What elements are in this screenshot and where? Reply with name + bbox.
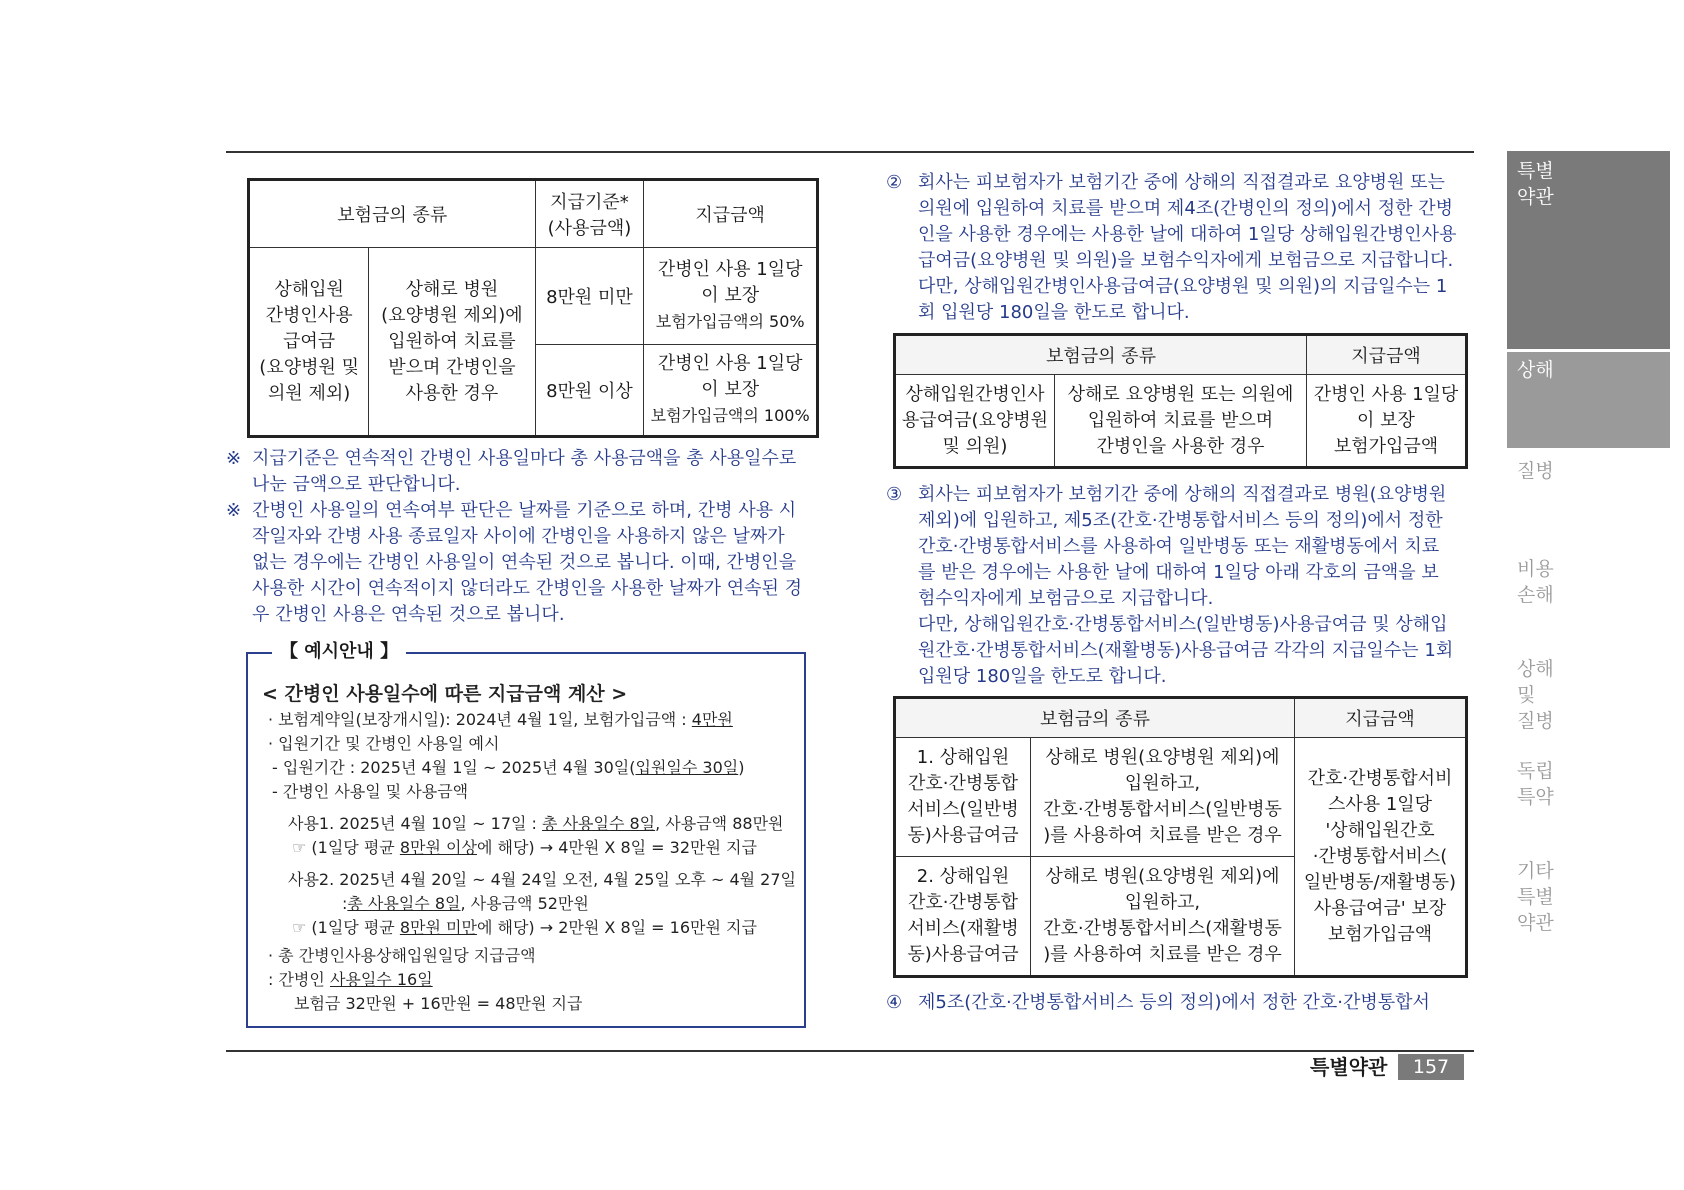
top-rule	[226, 151, 1474, 153]
cell-line: 스사용 1일당	[1327, 793, 1433, 815]
text: 8만원 이상	[399, 838, 477, 857]
note	[226, 446, 826, 498]
amount-cell	[644, 344, 818, 436]
tab-line: 약관	[1517, 912, 1554, 934]
clause-line: 회사는 피보험자가 보험기간 중에 상해의 직접결과로 병원(요양병원	[918, 484, 1447, 505]
clause-line: 원간호·간병통합서비스(재활병동)사용급여금 각각의 지급일수는 1회	[918, 640, 1454, 661]
text: 총 사용일수 8일	[542, 814, 656, 833]
cell-line: 간호·간병통합	[907, 891, 1019, 913]
note-line: 간병인 사용일의 연속여부 판단은 날짜를 기준으로 하며, 간병 사용 시	[252, 500, 797, 521]
bottom-rule	[226, 1050, 1474, 1052]
cell-line: 간병인 사용 1일당	[1313, 383, 1459, 405]
cell-line: 간호·간병통합서비	[1307, 767, 1453, 789]
tab-line: 손해	[1517, 584, 1554, 606]
cell-line: 동)사용급여금	[907, 943, 1019, 965]
clause-body	[918, 170, 1476, 326]
page-number: 157	[1398, 1054, 1464, 1080]
text: :	[342, 894, 348, 913]
clause-line: 입원당 180일을 한도로 합니다.	[918, 666, 1167, 687]
note-line: 사용한 시간이 연속적이지 않더라도 간병인을 사용한 날짜가 연속된 경	[252, 578, 803, 599]
clause-line: 제외)에 입원하고, 제5조(간호·간병통합서비스 등의 정의)에서 정한	[918, 510, 1443, 531]
cell-line: )를 사용하여 치료를 받은 경우	[1043, 943, 1282, 965]
note-line: 없는 경우에는 간병인 사용일이 연속된 것으로 봅니다. 이때, 간병인을	[252, 552, 797, 573]
cell-line: 상해로 병원(요양병원 제외)에	[1045, 865, 1280, 887]
criterion-cell: 8만원 미만	[535, 248, 644, 344]
amount-line: 보험가입금액의 100%	[650, 405, 810, 425]
benefit-condition	[369, 248, 535, 437]
cell-line: 이 보장	[1357, 409, 1415, 431]
amount-cell	[1295, 738, 1467, 977]
cell-line: 상해로 요양병원 또는 의원에	[1067, 383, 1294, 405]
text: 입원일수 30일	[635, 758, 739, 777]
side-tab-other[interactable]	[1507, 858, 1670, 936]
benefit-condition	[1031, 856, 1295, 976]
tab-line: 특약	[1517, 786, 1554, 808]
cell-line: 서비스(일반병	[907, 798, 1019, 820]
header-amount: 지급금액	[644, 180, 818, 248]
cell-line: 서비스(재활병	[907, 917, 1019, 939]
example-line	[262, 708, 798, 732]
clause-line: 간호·간병통합서비스를 사용하여 일반병동 또는 재활병동에서 치료	[918, 536, 1440, 557]
criterion-cell: 8만원 이상	[535, 344, 644, 436]
cell-line: 2. 상해입원	[916, 865, 1010, 887]
example-line	[262, 756, 798, 780]
cell-line: '상해입원간호	[1325, 819, 1435, 841]
example-line	[262, 968, 798, 992]
cell-line: 일반병동/재활병동)	[1303, 871, 1457, 893]
text: 총 사용일수 8일	[347, 894, 461, 913]
text: 에 해당) → 2만원 X 8일 = 16만원 지급	[476, 918, 757, 937]
header-benefit-type: 보험금의 종류	[895, 335, 1307, 375]
text: : 간병인	[268, 970, 330, 989]
cell-line: 보험가입금액	[1327, 923, 1433, 945]
benefit-type-name	[895, 856, 1031, 976]
pointing-hand-icon: ☞	[292, 838, 307, 857]
example-line	[262, 892, 798, 916]
cell-line: 간호·간병통합서비스(재활병동	[1043, 917, 1282, 939]
side-tab-special[interactable]	[1507, 158, 1670, 210]
tab-line: 특별	[1517, 886, 1554, 908]
cell-line: 간호·간병통합	[907, 772, 1019, 794]
example-content	[262, 680, 798, 1016]
benefit-table-left	[247, 178, 819, 438]
clause-line: 회 입원당 180일을 한도로 합니다.	[918, 302, 1190, 323]
note-line: 우 간병인 사용은 연속된 것으로 봅니다.	[252, 604, 565, 625]
example-line	[262, 916, 798, 940]
type-line: 상해입원	[274, 278, 344, 300]
clause-line: 험수익자에게 보험금으로 지급합니다.	[918, 588, 1214, 609]
amount-line: 이 보장	[701, 284, 760, 306]
cell-line: 간병인을 사용한 경우	[1096, 435, 1265, 457]
cell-line: 입원하여 치료를 받으며	[1087, 409, 1274, 431]
type-line: 급여금	[283, 330, 336, 352]
header-benefit-type: 보험금의 종류	[895, 698, 1295, 738]
example-line	[262, 836, 798, 860]
text: 사용일수 16일	[329, 970, 433, 989]
example-line: 사용2. 2025년 4월 20일 ~ 4월 24일 오전, 4월 25일 오후 ~ 4월 27일	[288, 870, 796, 889]
tab-line: 상해	[1517, 658, 1554, 680]
clause-line: 다만, 상해입원간호·간병통합서비스(일반병동)사용급여금 및 상해입	[918, 614, 1448, 635]
amount-line: 보험가입금액의 50%	[655, 311, 805, 331]
clause-2	[886, 170, 1476, 326]
condition-line: 입원하여 치료를	[388, 330, 516, 352]
amount-cell	[644, 248, 818, 344]
cell-line: 용급여금(요양병원	[901, 409, 1049, 431]
tab-line: 특별	[1517, 160, 1554, 182]
tab-line: 약관	[1517, 186, 1554, 208]
text: (1일당 평균	[306, 838, 400, 857]
note-body	[252, 498, 802, 628]
tab-line: 독립	[1517, 760, 1554, 782]
clause-number: ③	[886, 484, 903, 505]
clause-4	[886, 990, 1476, 1016]
header-amount: 지급금액	[1307, 335, 1467, 375]
note-body	[252, 446, 796, 498]
note-mark: ※	[226, 500, 242, 521]
cell-line: 입원하고,	[1124, 772, 1201, 794]
cell-line: 보험가입금액	[1333, 435, 1439, 457]
benefit-table-nursing-hospital	[893, 333, 1468, 469]
clause-line: 인을 사용한 경우에는 사용한 날에 대하여 1일당 상해입원간병인사용	[918, 224, 1457, 245]
note-line: 작일자와 간병 사용 종료일자 사이에 간병인을 사용하지 않은 날짜가	[252, 526, 785, 547]
note-line: 지급기준은 연속적인 간병인 사용일마다 총 사용금액을 총 사용일수로	[252, 448, 797, 469]
cell-line: 상해로 병원(요양병원 제외)에	[1045, 746, 1280, 768]
text: (1일당 평균	[306, 918, 400, 937]
cell-line: )를 사용하여 치료를 받은 경우	[1043, 824, 1282, 846]
note	[226, 498, 826, 628]
amount-line: 간병인 사용 1일당	[657, 352, 803, 374]
benefit-type-name	[895, 738, 1031, 857]
tab-line: 기타	[1517, 860, 1554, 882]
header-amount: 지급금액	[1295, 698, 1467, 738]
text: 4만원	[691, 710, 733, 729]
clause-number: ④	[886, 992, 903, 1013]
benefit-type-name	[249, 248, 369, 437]
notes-block	[226, 446, 826, 628]
text: 사용1. 2025년 4월 10일 ~ 17일 :	[288, 814, 543, 833]
type-line: (요양병원 및	[259, 356, 359, 378]
condition-line: 받으며 간병인을	[388, 356, 516, 378]
text: · 보험계약일(보장개시일): 2024년 4월 1일, 보험가입금액 :	[268, 710, 692, 729]
example-line	[262, 812, 798, 836]
text: 에 해당) → 4만원 X 8일 = 32만원 지급	[476, 838, 757, 857]
note-line: 나눈 금액으로 판단합니다.	[252, 474, 461, 495]
side-tab-injury-disease[interactable]	[1507, 656, 1670, 734]
cell-line: 동)사용급여금	[907, 824, 1019, 846]
text: 8만원 미만	[399, 918, 477, 937]
benefit-type-name	[895, 375, 1055, 468]
example-line: · 총 간병인사용상해입원일당 지급금액	[268, 946, 536, 965]
example-title: 【 예시안내 】	[272, 639, 406, 665]
text: - 입원기간 : 2025년 4월 1일 ~ 2025년 4월 30일(	[272, 758, 636, 777]
cell-line: 사용급여금' 보장	[1313, 897, 1447, 919]
note-mark: ※	[226, 448, 242, 469]
side-tab-injury[interactable]	[1507, 357, 1670, 383]
cell-line: ·간병통합서비스(	[1312, 845, 1448, 867]
clause-line: 의원에 입원하여 치료를 받으며 제4조(간병인의 정의)에서 정한 간병	[918, 198, 1454, 219]
benefit-condition	[1055, 375, 1307, 468]
header-criterion	[535, 180, 644, 248]
amount-line: 간병인 사용 1일당	[657, 258, 803, 280]
tab-line: 질병	[1517, 460, 1554, 482]
clause-line: 제5조(간호·간병통합서비스 등의 정의)에서 정한 간호·간병통합서	[918, 992, 1430, 1013]
cell-line: 간호·간병통합서비스(일반병동	[1043, 798, 1282, 820]
pointing-hand-icon: ☞	[292, 918, 307, 937]
tab-line: 및	[1517, 684, 1536, 706]
clause-line: 급여금(요양병원 및 의원)을 보험수익자에게 보험금으로 지급합니다.	[918, 250, 1454, 271]
clause-body	[918, 482, 1476, 690]
condition-line: 사용한 경우	[405, 382, 499, 404]
condition-line: 상해로 병원	[405, 278, 499, 300]
header-benefit-type: 보험금의 종류	[249, 180, 536, 248]
benefit-condition	[1031, 738, 1295, 857]
cell-line: 입원하고,	[1124, 891, 1201, 913]
side-tab-independent[interactable]	[1507, 758, 1670, 810]
example-heading: < 간병인 사용일수에 따른 지급금액 계산 >	[262, 683, 628, 705]
tab-line: 상해	[1517, 359, 1554, 381]
footer-title: 특별약관	[1310, 1055, 1388, 1079]
example-line: · 입원기간 및 간병인 사용일 예시	[268, 734, 500, 753]
type-line: 의원 제외)	[267, 382, 351, 404]
amount-line: 이 보장	[701, 378, 760, 400]
text: , 사용금액 88만원	[655, 814, 784, 833]
clause-number: ②	[886, 172, 903, 193]
clause-line: 를 받은 경우에는 사용한 날에 대하여 1일당 아래 각호의 금액을 보	[918, 562, 1439, 583]
clause-line: 다만, 상해입원간병인사용급여금(요양병원 및 의원)의 지급일수는 1	[918, 276, 1448, 297]
clause-line: 회사는 피보험자가 보험기간 중에 상해의 직접결과로 요양병원 또는	[918, 172, 1445, 193]
side-tab-disease[interactable]	[1507, 458, 1670, 484]
side-tab-cost[interactable]	[1507, 556, 1670, 608]
clause-3	[886, 482, 1476, 690]
example-line: - 간병인 사용일 및 사용금액	[272, 782, 469, 801]
amount-cell	[1307, 375, 1467, 468]
cell-line: 상해입원간병인사	[905, 383, 1045, 405]
example-line: 보험금 32만원 + 16만원 = 48만원 지급	[294, 994, 583, 1013]
text: )	[738, 758, 745, 777]
header-criterion-text: 지급기준* (사용금액)	[547, 192, 632, 240]
cell-line: 1. 상해입원	[916, 746, 1010, 768]
cell-line: 및 의원)	[942, 435, 1008, 457]
tab-line: 비용	[1517, 558, 1554, 580]
condition-line: (요양병원 제외)에	[381, 304, 523, 326]
benefit-table-integrated-nursing	[893, 696, 1468, 978]
type-line: 간병인사용	[265, 304, 353, 326]
text: , 사용금액 52만원	[460, 894, 589, 913]
tab-line: 질병	[1517, 710, 1554, 732]
